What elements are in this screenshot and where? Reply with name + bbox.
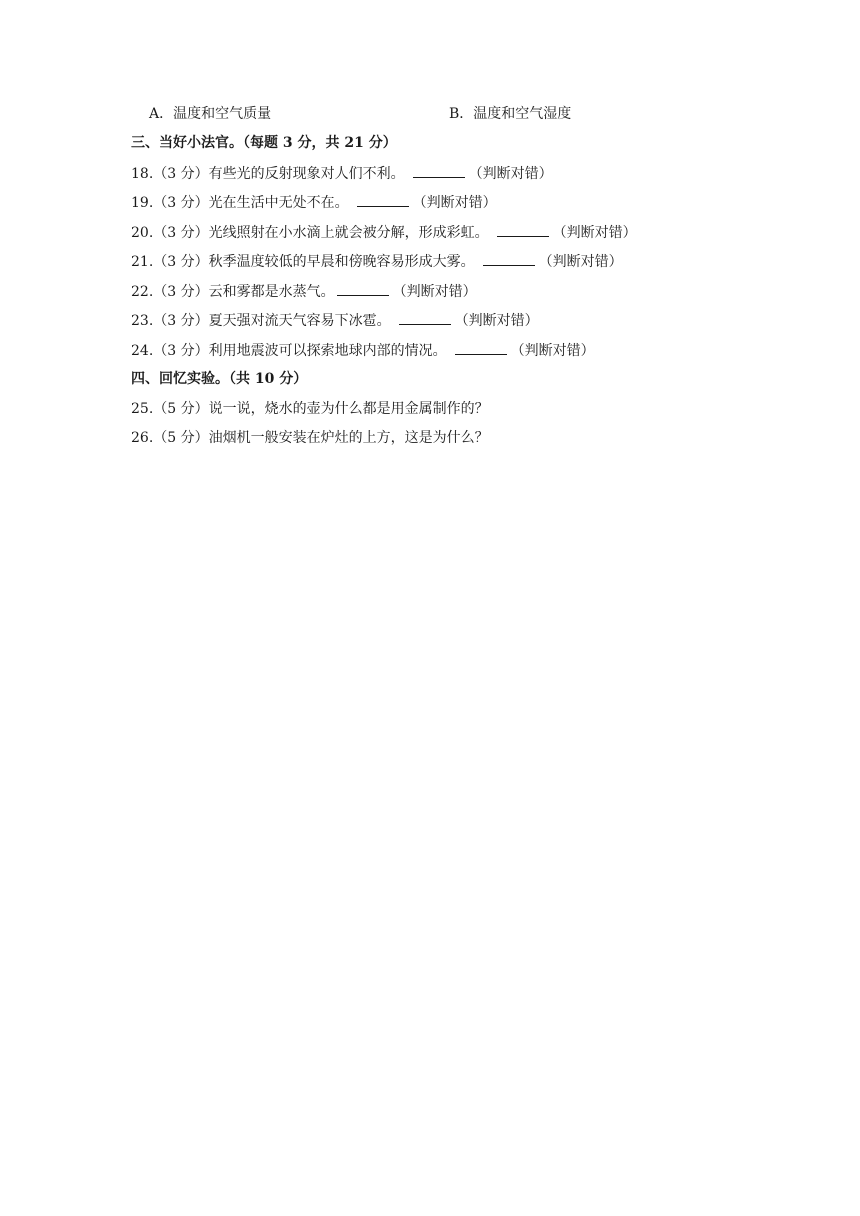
answer-blank[interactable] — [399, 310, 451, 325]
question-21 — [131, 251, 623, 272]
answer-blank[interactable] — [455, 340, 507, 355]
question-21-text: 21.（3 分）秋季温度较低的早晨和傍晚容易形成大雾。 — [131, 254, 475, 270]
question-24 — [131, 340, 595, 361]
answer-blank[interactable] — [483, 251, 535, 266]
question-20-suffix: （判断对错） — [552, 225, 637, 241]
answer-blank[interactable] — [497, 222, 549, 237]
question-23 — [131, 310, 539, 331]
option-a: A．温度和空气质量 — [149, 106, 272, 122]
question-22 — [131, 281, 477, 302]
question-18-suffix: （判断对错） — [468, 166, 553, 182]
question-19-suffix: （判断对错） — [412, 195, 497, 211]
question-26: 26.（5 分）油烟机一般安装在炉灶的上方，这是为什么？ — [131, 430, 489, 446]
question-19 — [131, 192, 497, 213]
question-22-text: 22.（3 分）云和雾都是水蒸气。 — [131, 284, 335, 300]
question-20-text: 20.（3 分）光线照射在小水滴上就会被分解，形成彩虹。 — [131, 225, 489, 241]
question-21-suffix: （判断对错） — [538, 254, 623, 270]
question-24-text: 24.（3 分）利用地震波可以探索地球内部的情况。 — [131, 343, 447, 359]
question-25: 25.（5 分）说一说，烧水的壶为什么都是用金属制作的？ — [131, 401, 489, 417]
question-23-suffix: （判断对错） — [454, 313, 539, 329]
section-4-heading: 四、回忆实验。（共 10 分） — [131, 371, 308, 387]
question-20 — [131, 222, 637, 243]
question-22-suffix: （判断对错） — [392, 284, 477, 300]
option-b: B．温度和空气湿度 — [449, 106, 572, 122]
question-23-text: 23.（3 分）夏天强对流天气容易下冰雹。 — [131, 313, 391, 329]
answer-blank[interactable] — [357, 192, 409, 207]
question-18-text: 18.（3 分）有些光的反射现象对人们不利。 — [131, 166, 405, 182]
section-3-heading: 三、当好小法官。（每题 3 分，共 21 分） — [131, 135, 397, 151]
question-24-suffix: （判断对错） — [510, 343, 595, 359]
answer-blank[interactable] — [337, 281, 389, 296]
question-18 — [131, 163, 553, 184]
question-19-text: 19.（3 分）光在生活中无处不在。 — [131, 195, 349, 211]
answer-blank[interactable] — [413, 163, 465, 178]
